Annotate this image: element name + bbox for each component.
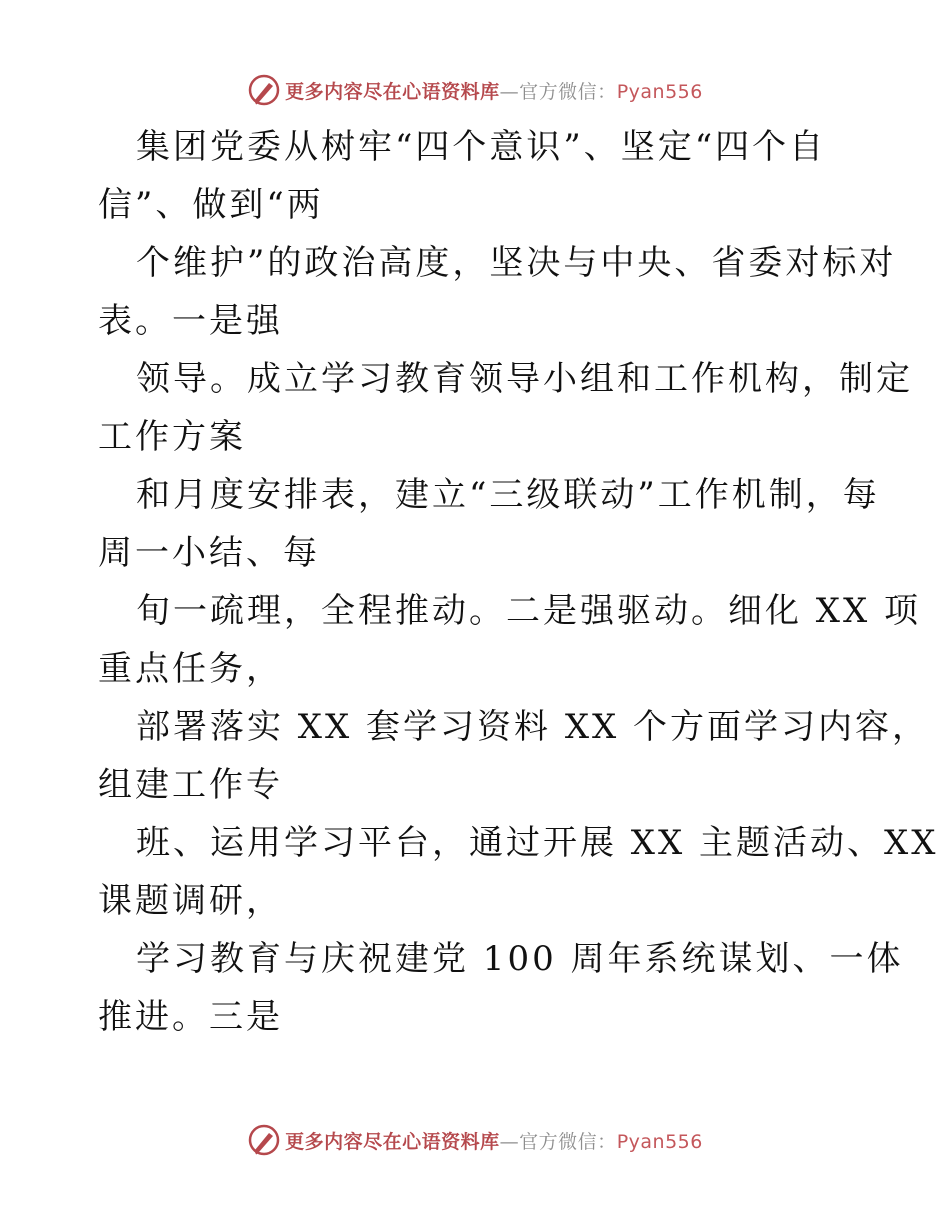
footer-site-text: 更多内容尽在心语资料库 bbox=[285, 1130, 500, 1153]
body-line: 课题调研， bbox=[98, 881, 283, 921]
body-line: 个维护”的政治高度，坚决与中央、省委对标对 bbox=[136, 243, 897, 283]
footer-banner-text bbox=[285, 1127, 703, 1154]
footer-separator: — bbox=[499, 1130, 520, 1153]
footer-banner bbox=[0, 1120, 950, 1160]
body-line: 学习教育与庆祝建党 100 周年系统谋划、一体 bbox=[136, 939, 904, 979]
header-banner-text bbox=[285, 77, 703, 104]
footer-wechat-label: 官方微信： bbox=[519, 1130, 617, 1153]
header-wechat-label: 官方微信： bbox=[519, 80, 617, 103]
body-line: 组建工作专 bbox=[98, 765, 283, 805]
header-banner bbox=[0, 70, 950, 110]
pen-logo-icon bbox=[247, 1123, 281, 1157]
body-line: 周一小结、每 bbox=[98, 533, 320, 573]
pen-logo-icon bbox=[247, 73, 281, 107]
body-line: 推进。三是 bbox=[98, 997, 283, 1037]
body-line: 信”、做到“两 bbox=[98, 185, 324, 225]
document-body bbox=[98, 118, 939, 1046]
header-separator: — bbox=[499, 80, 520, 103]
body-line: 重点任务， bbox=[98, 649, 283, 689]
header-site-text: 更多内容尽在心语资料库 bbox=[285, 80, 500, 103]
body-line: 部署落实 XX 套学习资料 XX 个方面学习内容， bbox=[136, 707, 930, 747]
header-account: Pyan556 bbox=[616, 80, 703, 103]
body-line: 集团党委从树牢“四个意识”、坚定“四个自 bbox=[136, 127, 827, 167]
body-line: 工作方案 bbox=[98, 417, 246, 457]
body-line: 领导。成立学习教育领导小组和工作机构，制定 bbox=[136, 359, 913, 399]
body-line: 旬一疏理，全程推动。二是强驱动。细化 XX 项 bbox=[136, 591, 922, 631]
body-line: 表。一是强 bbox=[98, 301, 283, 341]
footer-account: Pyan556 bbox=[616, 1130, 703, 1153]
body-line: 和月度安排表，建立“三级联动”工作机制，每 bbox=[136, 475, 880, 515]
body-line: 班、运用学习平台，通过开展 XX 主题活动、XX bbox=[136, 823, 939, 863]
